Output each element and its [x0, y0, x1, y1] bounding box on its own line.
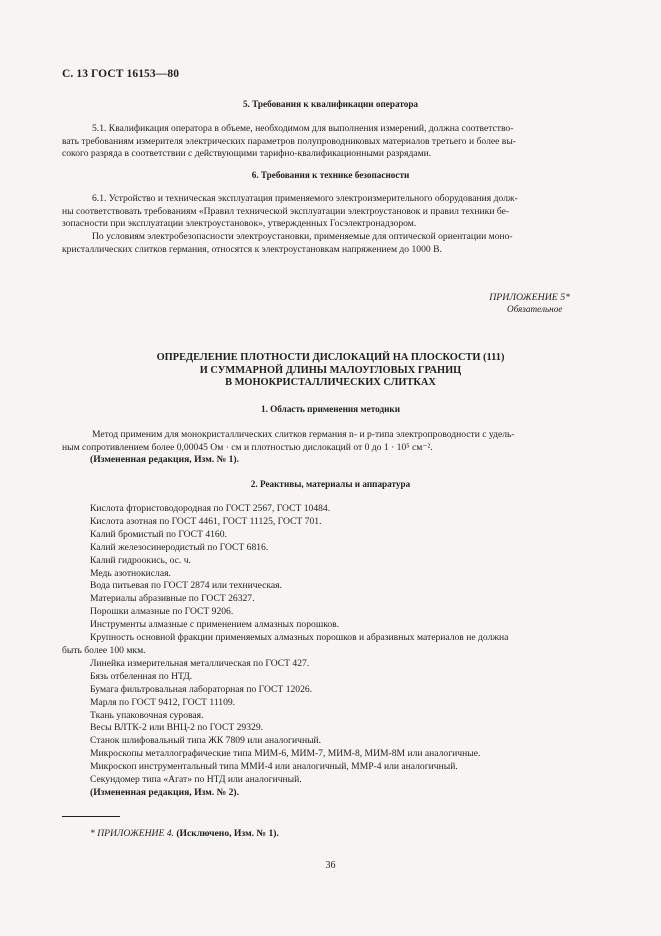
text-line: 6.1. Устройство и техническая эксплуатация применяемого электроизмерительного оборудования долж-: [92, 193, 518, 204]
section-1-title: 1. Область применения методики: [260, 404, 401, 414]
list-item: Крупность основной фракции применяемых алмазных порошков и абразивных материалов не должна: [90, 632, 509, 644]
materials-list: [62, 503, 600, 800]
list-item: Весы ВЛТК-2 или ВНЦ-2 по ГОСТ 29329.: [90, 722, 264, 734]
list-item: Микроскоп инструментальный типа ММИ-4 или аналогичный, ММР-4 или аналогичный.: [90, 761, 458, 773]
footnote: [90, 828, 279, 839]
list-item: Вода питьевая по ГОСТ 2874 или техническая.: [90, 580, 282, 592]
list-item: Станок шлифовальный типа ЖК 7809 или аналогичный.: [90, 735, 322, 747]
section-5-paragraph: [62, 123, 600, 161]
edit-note: (Измененная редакция, Изм. № 1).: [90, 454, 240, 466]
section-2-title: 2. Реактивы, материалы и аппаратура: [250, 479, 411, 489]
title-line: ОПРЕДЕЛЕНИЕ ПЛОТНОСТИ ДИСЛОКАЦИЙ НА ПЛОСКОСТИ (111): [156, 352, 505, 363]
list-item: Марля по ГОСТ 9412, ГОСТ 11109.: [90, 696, 236, 708]
appendix-status: Обязательное: [507, 304, 563, 314]
footnote-ref: * ПРИЛОЖЕНИЕ 4.: [90, 828, 174, 839]
section-5-title: 5. Требования к квалификации оператора: [242, 99, 419, 109]
list-item: Кислота азотная по ГОСТ 4461, ГОСТ 11125, ГОСТ 701.: [90, 515, 322, 527]
page-header: С. 13 ГОСТ 16153—80: [62, 68, 180, 80]
text-line: По условиям электробезопасности электроустановки, применяемые для оптической ориентации моно-: [92, 231, 513, 242]
list-item: Бумага фильтровальная лабораторная по ГОСТ 12026.: [90, 683, 313, 695]
appendix-title: [0, 352, 661, 390]
text-line: 5.1. Квалификация оператора в объеме, необходимом для выполнения измерений, должна соответство-: [92, 123, 514, 134]
appendix-label: ПРИЛОЖЕНИЕ 5*: [489, 292, 570, 303]
text-line: сокого разряда в соответствии с действующими тарифно-квалификационными разрядами.: [62, 148, 432, 160]
text-line: зопасности при эксплуатации электроустановок», утвержденных Госэлектронадзором.: [62, 218, 417, 230]
text-line: ным сопротивлением более 0,00045 Ом · см и плотностью дислокаций от 0 до 1 · 10⁵ см⁻².: [62, 441, 433, 453]
list-item: Ткань упаковочная суровая.: [90, 709, 204, 721]
list-item: Калий железосинеродистый по ГОСТ 6816.: [90, 541, 269, 553]
list-item: Калий гидроокись, ос. ч.: [90, 554, 191, 566]
list-item: Инструменты алмазные с применением алмазных порошков.: [90, 619, 340, 631]
list-item: Бязь отбеленная по НТД.: [90, 670, 193, 682]
text-line: Метод применим для монокристаллических слитков германия n- и p-типа электропроводности с удель-: [92, 429, 515, 440]
list-item: Порошки алмазные по ГОСТ 9206.: [90, 606, 234, 618]
page-number: 36: [325, 860, 336, 871]
section-6-title: 6. Требования к технике безопасности: [251, 170, 410, 180]
list-item: Секундомер типа «Агат» по НТД или аналогичный.: [90, 774, 302, 786]
list-item: быть более 100 мкм.: [62, 644, 146, 656]
list-item: Микроскопы металлографические типа МИМ-6, МИМ-7, МИМ-8, МИМ-8М или аналогичные.: [90, 748, 481, 760]
section-6-paragraph-2: [62, 231, 600, 256]
text-line: вать требованиям измерителя электрических параметров полупроводниковых материалов третьего и более вы-: [62, 135, 516, 147]
section-1-paragraph: [62, 429, 600, 467]
footnote-text: (Исключено, Изм. № 1).: [173, 828, 279, 839]
list-item: Медь азотнокислая.: [90, 567, 171, 579]
list-item: Кислота фтористоводородная по ГОСТ 2567, ГОСТ 10484.: [90, 503, 331, 514]
title-line: В МОНОКРИСТАЛЛИЧЕСКИХ СЛИТКАХ: [225, 377, 436, 389]
list-item: Калий бромистый по ГОСТ 4160.: [90, 528, 227, 540]
text-line: кристаллических слитков германия, относятся к электроустановкам напряжением до 1000 В.: [62, 243, 442, 255]
edit-note: (Измененная редакция, Изм. № 2).: [90, 786, 240, 798]
list-item: Материалы абразивные по ГОСТ 26327.: [90, 593, 255, 605]
section-6-paragraph-1: [62, 193, 600, 231]
title-line: И СУММАРНОЙ ДЛИНЫ МАЛОУГЛОВЫХ ГРАНИЦ: [199, 364, 462, 376]
footnote-divider: [62, 816, 120, 817]
text-line: ны соответствовать требованиям «Правил технической эксплуатации электроустановок и правил техники бе-: [62, 205, 510, 217]
list-item: Линейка измерительная металлическая по ГОСТ 427.: [90, 657, 310, 669]
